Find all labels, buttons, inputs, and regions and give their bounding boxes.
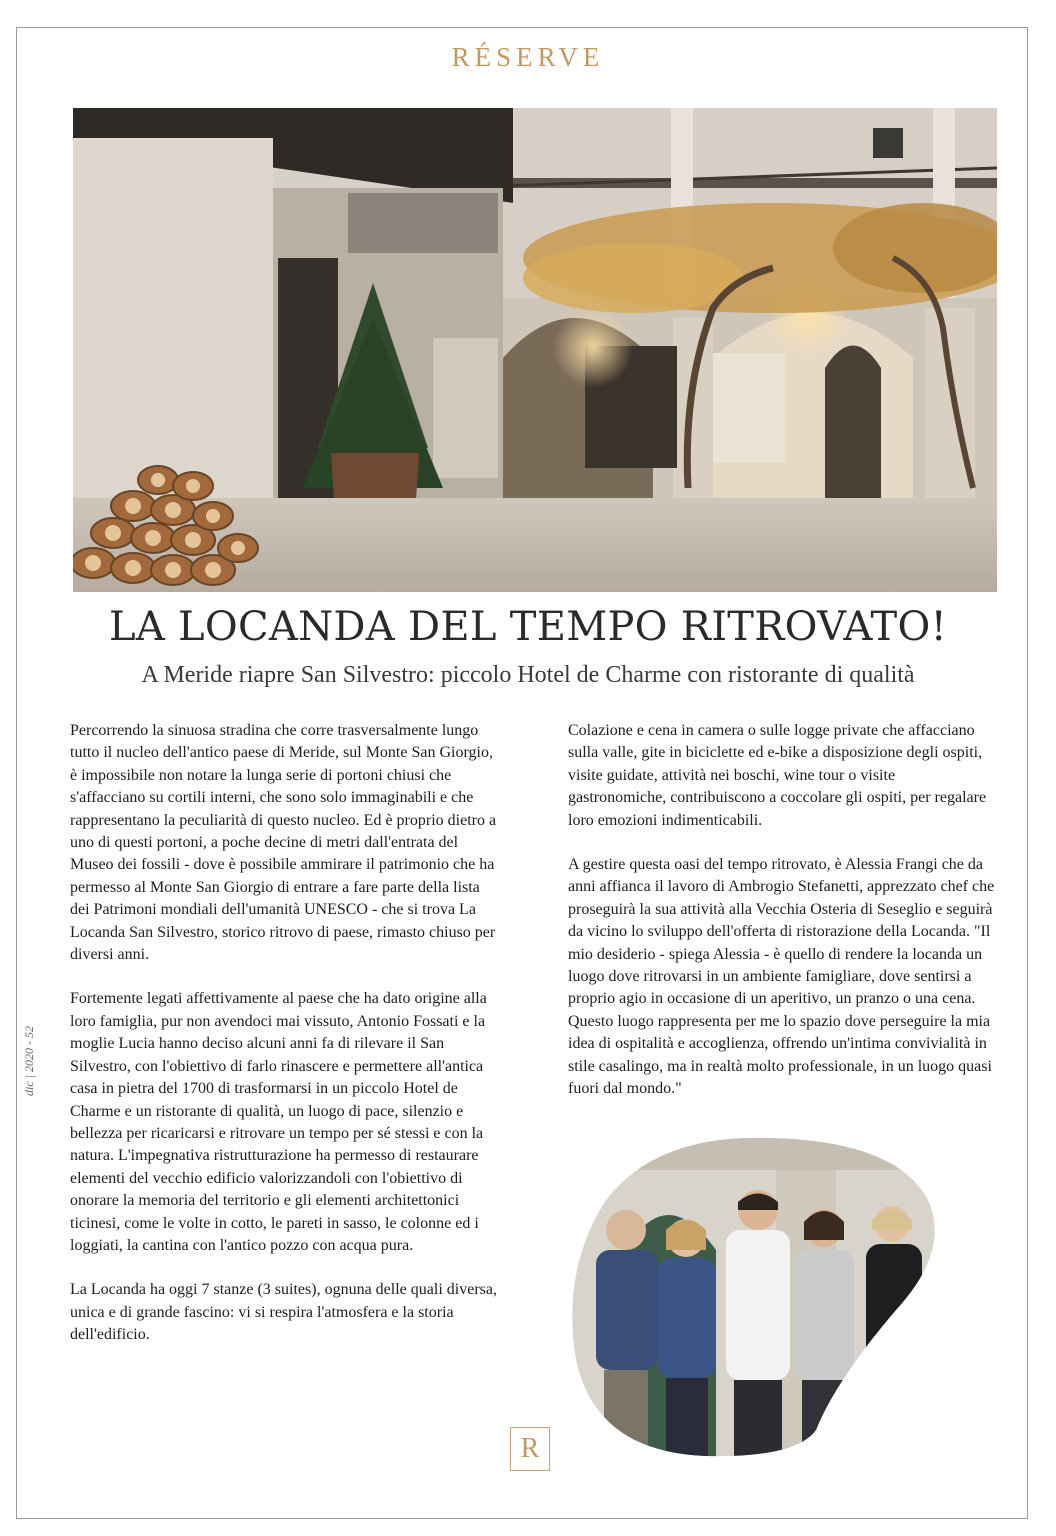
team-photo — [566, 1130, 942, 1458]
article-headline: LA LOCANDA DEL TEMPO RITROVATO! — [108, 604, 947, 650]
article-column-left — [70, 720, 502, 1369]
paragraph: Fortemente legati affettivamente al paese che ha dato origine alla loro famiglia, pur non avendoci mai vissuto, Antonio Fossati e la moglie Lucia hanno deciso alcuni anni fa di rilevare il San Silvestro, con l'obiettivo di farlo rinascere e permettere all'antica casa in pietra del 1700 di trasformarsi in un piccolo Hotel de Charme e un ristorante di qualità, un luogo di pace, silenzio e bellezza per ricaricarsi e ritrovare un tempo per sé stessi e con la natura. L'impegnativa ristrutturazione ha permesso di restaurare elementi del vecchio edificio valorizzandoli con l'obiettivo di onorare la memoria del territorio e gli elementi architettonici ticinesi, come le volte in cotto, le pareti in sasso, le colonne ed i loggiati, la cantina con l'antico pozzo con acqua pura. — [70, 990, 487, 1254]
article-subheadline: A Meride riapre San Silvestro: piccolo Hotel de Charme con ristorante di qualità — [141, 662, 915, 688]
footer-logo: R — [510, 1427, 550, 1471]
paragraph: La Locanda ha oggi 7 stanze (3 suites), ognuna delle quali diversa, unica e di grande fascino: vi si respira l'atmosfera e la storia dell'edificio. — [70, 1281, 497, 1344]
page-folio: dic | 2020 - 52 — [22, 1026, 36, 1096]
paragraph: A gestire questa oasi del tempo ritrovato, è Alessia Frangi che da anni affianca il lavoro di Ambrogio Stefanetti, apprezzato chef che proseguirà la sua attività alla Vecchia Osteria di Seseglio e seguirà da vicino lo sviluppo dell'offerta di ristorazione della Locanda. "Il mio desiderio - spiega Alessia - è quello di rendere la locanda un luogo dove ritrovarsi in un ambiente famigliare, dove sentirsi a proprio agio in occasione di un aperitivo, un pranzo o una cena. Questo luogo rappresenta per me lo spazio dove perseguire la mia idea di ospitalità e accoglienza, offrendo un'intima convivialità in stile casalingo, ma in realtà molto professionale, in un luogo quasi fuori dal mondo." — [568, 856, 995, 1098]
paragraph: Percorrendo la sinuosa stradina che corre trasversalmente lungo tutto il nucleo dell'antico paese di Meride, sul Monte San Giorgio, è impossibile non notare la lunga serie di portoni chiusi che s'affacciano su cortili interni, che sono solo immaginabili e che rappresentano la peculiarità di questo nucleo. Ed è proprio dietro a uno di questi portoni, a poche decine di metri dall'entrata del Museo dei fossili - dove è possibile ammirare il patrimonio che ha permesso al Monte San Giorgio di entrare a fare parte della lista dei Patrimoni mondiali dell'umanità UNESCO - che si trova La Locanda San Silvestro, storico ritrovo di paese, rimasto chiuso per diversi anni. — [70, 722, 497, 964]
paragraph: Colazione e cena in camera o sulle logge private che affacciano sulla valle, gite in biciclette ed e-bike a disposizione degli ospiti, visite guidate, attività nei boschi, wine tour o visite gastronomiche, contribuiscono a coccolare gli ospiti, per regalare loro emozioni indimenticabili. — [568, 722, 987, 829]
magazine-masthead: RÉSERVE — [451, 42, 605, 72]
hero-photo-courtyard — [73, 108, 997, 592]
article-column-right — [568, 720, 996, 1123]
